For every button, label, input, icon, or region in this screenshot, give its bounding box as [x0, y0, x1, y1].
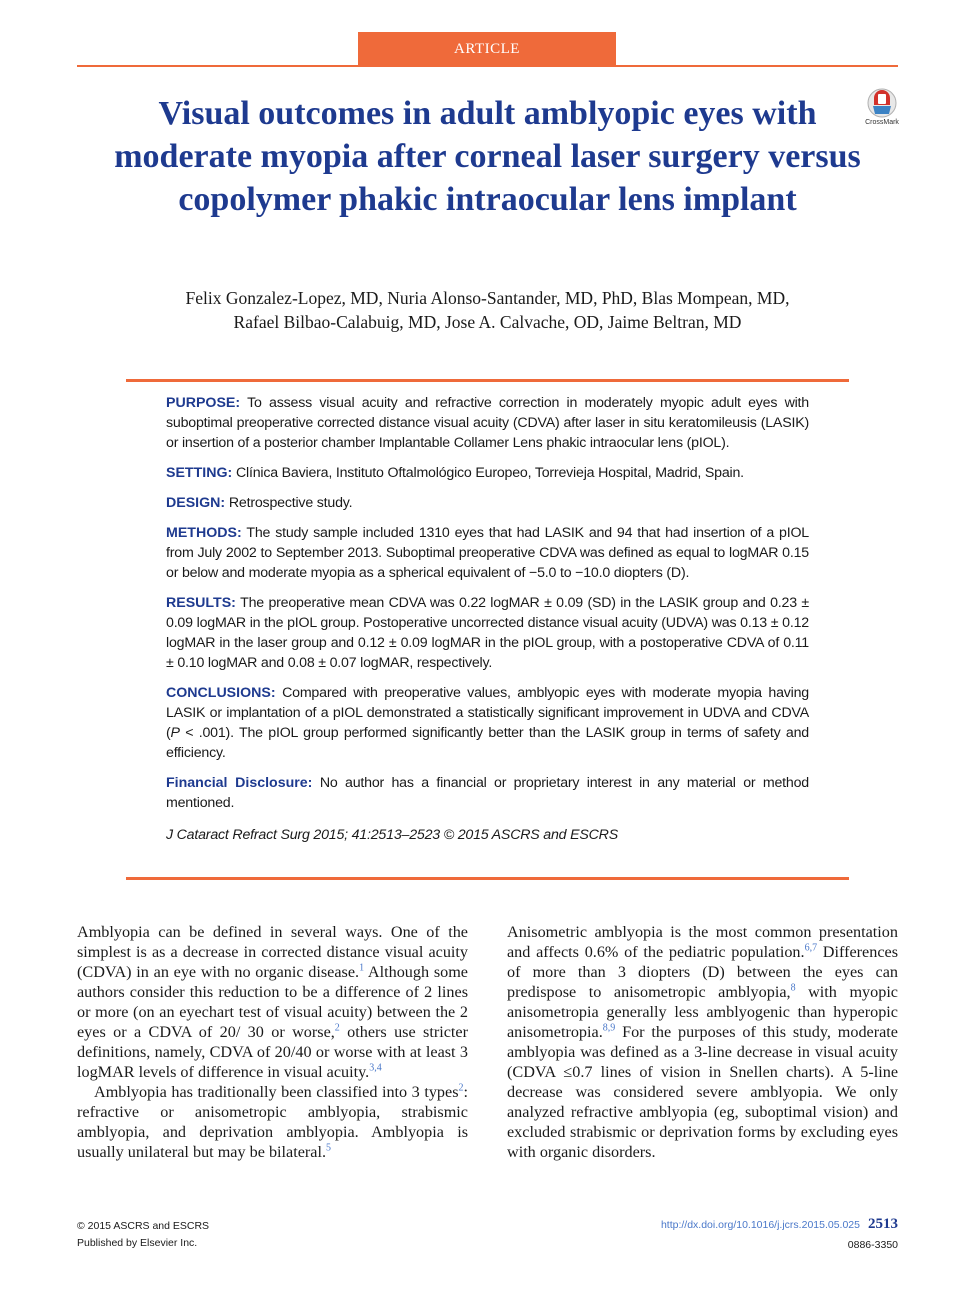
footer-copyright: © 2015 ASCRS and ESCRS [77, 1220, 210, 1232]
design-text: Retrospective study. [225, 495, 353, 511]
reference-link[interactable]: 8 [790, 982, 796, 994]
abstract-design [166, 493, 809, 513]
crossmark-label: CrossMark [865, 119, 899, 126]
issn: 0886-3350 [847, 1239, 898, 1251]
abstract [166, 393, 809, 855]
crossmark-badge[interactable] [862, 88, 902, 130]
setting-text: Clínica Baviera, Instituto Oftalmológico Europeo, Torrevieja Hospital, Madrid, Spain. [232, 465, 744, 481]
methods-text: The study sample included 1310 eyes that had LASIK and 94 that had insertion of a pIOL from July 2002 to September 2013. Suboptimal preoperative CDVA was defined as equal to logMAR 0.15 or below and moderate myopia as a spherical equivalent of −5.0 to −10.0 diopters (D). [166, 525, 809, 581]
reference-link[interactable]: 8,9 [602, 1022, 616, 1034]
authors-line-2: Rafael Bilbao-Calabuig, MD, Jose A. Calvache, OD, Jaime Beltran, MD [233, 312, 742, 332]
body-column-left [77, 922, 468, 1162]
body-paragraph [77, 922, 468, 1082]
abstract-disclosure [166, 773, 809, 813]
article-title: Visual outcomes in adult amblyopic eyes with moderate myopia after corneal laser surgery versus copolymer phakic intraocular lens implant [114, 95, 861, 218]
body-text: : refractive or anisometropic amblyopia, strabismic amblyopia, and deprivation amblyopia. Amblyopia is usually unilateral but may be bilateral. [77, 1083, 468, 1161]
conclusions-text-2: < .001). The pIOL group performed significantly better than the LASIK group in terms of safety and efficiency. [166, 725, 809, 761]
purpose-text: To assess visual acuity and refractive correction in moderately myopic adult eyes with suboptimal preoperative corrected distance visual acuity (CDVA) after laser in situ keratomileusis (LASIK) or insertion of a posterior chamber Implantable Collamer Lens phakic intraocular lens (pIOL). [166, 395, 809, 451]
results-label: RESULTS: [166, 595, 236, 611]
purpose-label: PURPOSE: [166, 395, 241, 411]
header-rule [77, 65, 898, 67]
abstract-conclusions [166, 683, 809, 763]
footer-left [77, 1218, 209, 1252]
body-paragraph [507, 922, 898, 1162]
disclosure-text: No author has a financial or proprietary interest in any material or method mentioned. [166, 775, 809, 811]
conclusions-label: CONCLUSIONS: [166, 685, 276, 701]
doi-link[interactable]: http://dx.doi.org/10.1016/j.jcrs.2015.05.025 [660, 1219, 860, 1231]
body-text: Amblyopia can be defined in several ways. One of the simplest is as a decrease in corrected distance visual acuity (CDVA) in an eye with no organic disease. [77, 923, 468, 981]
abstract-bottom-rule [126, 877, 849, 880]
author-list [110, 286, 865, 334]
abstract-setting [166, 463, 809, 483]
abstract-top-rule [126, 379, 849, 382]
page-number: 2513 [868, 1216, 898, 1232]
body-text: Differences of more than 3 diopters (D) between the eyes can predispose to anisometropic amblyopia, [507, 943, 899, 1001]
authors-line-1: Felix Gonzalez-Lopez, MD, Nuria Alonso-Santander, MD, PhD, Blas Mompean, MD, [185, 288, 790, 308]
conclusions-p-symbol: P [170, 725, 180, 741]
body-text: For the purposes of this study, moderate amblyopia was defined as a 3-line decrease in visual acuity (CDVA ≤0.7 lines of vision in Snellen charts). A 5-line decrease was considered severe amblyopia. We only analyzed refractive amblyopia (eg, suboptimal vision) and excluded strabismic or deprivation forms by excluding eyes with organic disorders. [507, 1023, 898, 1161]
reference-link[interactable]: 5 [326, 1142, 332, 1154]
article-section-label: ARTICLE [358, 32, 616, 66]
reference-link[interactable]: 1 [359, 962, 365, 974]
body-column-right [507, 922, 898, 1162]
abstract-results [166, 593, 809, 673]
body-paragraph [77, 1082, 468, 1162]
body-text: Anisometric amblyopia is the most common presentation and affects 0.6% of the pediatric population. [507, 923, 898, 961]
reference-link[interactable]: 2 [334, 1022, 340, 1034]
reference-link[interactable]: 2 [458, 1082, 464, 1094]
body-text: Amblyopia has traditionally been classified into 3 types [94, 1083, 459, 1101]
conclusions-text-1: Compared with preoperative values, amblyopic eyes with moderate myopia having LASIK or implantation of a pIOL demonstrated a statistically significant improvement in UDVA and CDVA ( [166, 685, 809, 741]
design-label: DESIGN: [166, 495, 226, 511]
setting-label: SETTING: [166, 465, 233, 481]
body-text: Although some authors consider this reduction to be a difference of 2 lines or more (on an eyechart test of visual acuity) between the 2 eyes or a CDVA of 20/ 30 or worse, [77, 963, 468, 1041]
methods-label: METHODS: [166, 525, 242, 541]
abstract-purpose [166, 393, 809, 453]
crossmark-icon [862, 88, 902, 120]
results-text: The preoperative mean CDVA was 0.22 logMAR ± 0.09 (SD) in the LASIK group and 0.23 ± 0.09 logMAR in the pIOL group. Postoperative uncorrected distance visual acuity (UDVA) was 0.13 ± 0.12 logMAR in the laser group and 0.12 ± 0.09 logMAR in the pIOL group, with a postoperative CDVA of 0.11 ± 0.10 logMAR and 0.08 ± 0.07 logMAR, respectively. [166, 595, 809, 671]
body-text: with myopic anisometropia generally less amblyogenic than hyperopic anisometropia. [507, 983, 898, 1041]
abstract-methods [166, 523, 809, 583]
journal-citation: J Cataract Refract Surg 2015; 41:2513–2523 © 2015 ASCRS and ESCRS [166, 827, 618, 843]
disclosure-label: Financial Disclosure: [166, 775, 313, 791]
body-text: others use stricter definitions, namely, CDVA of 20/40 or worse with at least 3 logMAR levels of difference in visual acuity. [77, 1023, 468, 1081]
reference-link[interactable]: 3,4 [369, 1062, 382, 1074]
footer-publisher: Published by Elsevier Inc. [77, 1237, 198, 1249]
footer-right [560, 1214, 898, 1255]
reference-link[interactable]: 6,7 [804, 942, 818, 954]
